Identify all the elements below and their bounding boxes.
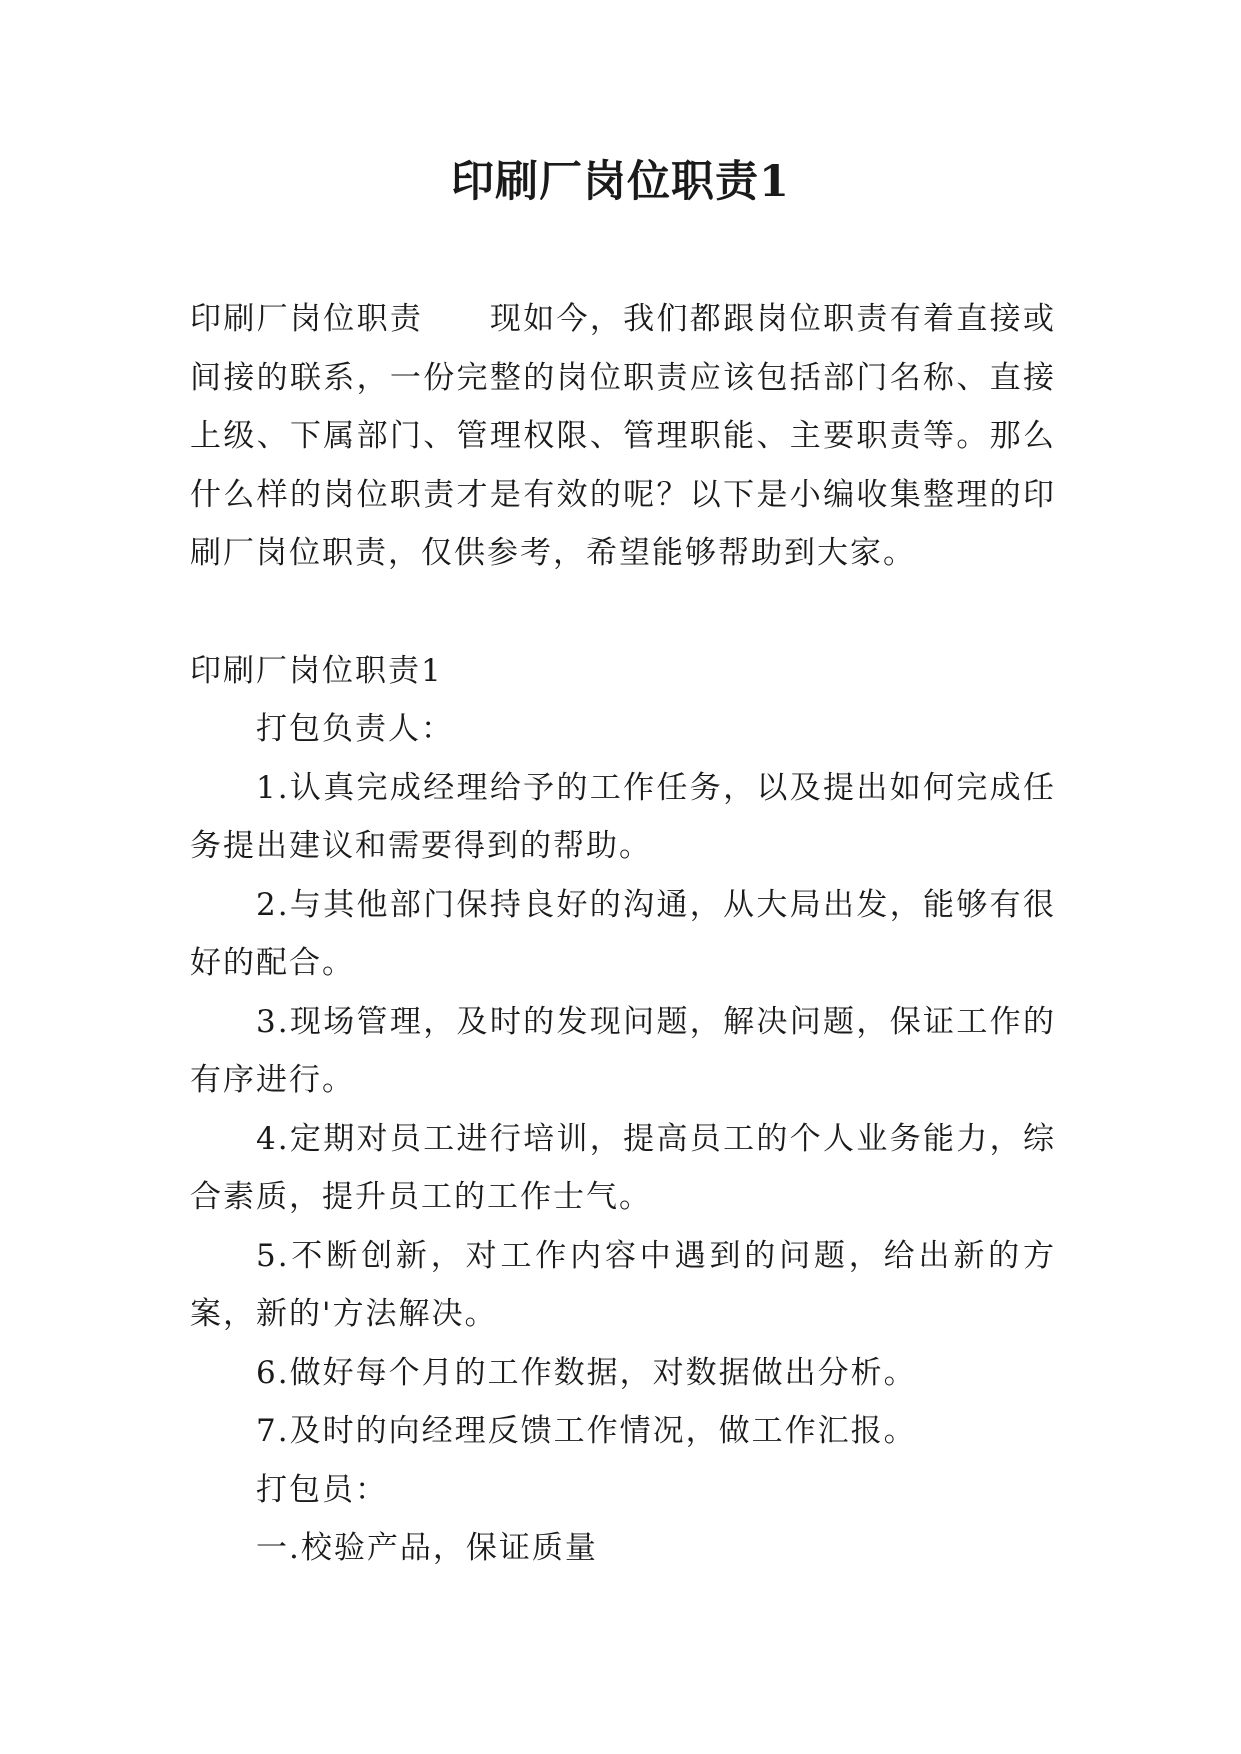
role-heading-packer: 打包员： [256,1471,388,1508]
duty-item: 3.现场管理，及时的发现问题，解决问题，保证工作的有序进行。 [190,1003,1056,1098]
intro-paragraph: 印刷厂岗位职责 现如今，我们都跟岗位职责有着直接或间接的联系，一份完整的岗位职责应该包括部门名称、直接上级、下属部门、管理权限、管理职能、主要职责等。那么什么样的岗位职责才是有效的呢？以下是小编收集整理的印刷厂岗位职责，仅供参考，希望能够帮助到大家。 [190,301,1056,571]
document-body [190,290,1056,1578]
duty-item: 6.做好每个月的工作数据，对数据做出分析。 [256,1354,917,1391]
duty-item: 4.定期对员工进行培训，提高员工的个人业务能力，综合素质，提升员工的工作士气。 [190,1120,1056,1215]
duty-item: 5.不断创新，对工作内容中遇到的问题，给出新的方案，新的'方法解决。 [190,1237,1056,1332]
role-heading-packing-lead: 打包负责人： [256,711,454,747]
paragraph-spacer [190,583,1056,642]
duty-item: 7.及时的向经理反馈工作情况，做工作汇报。 [256,1413,917,1449]
section-heading: 印刷厂岗位职责1 [190,652,443,689]
document-title: 印刷厂岗位职责1 [451,157,790,207]
sub-item: 一.校验产品，保证质量 [256,1530,598,1566]
duty-item: 1.认真完成经理给予的工作任务，以及提出如何完成任务提出建议和需要得到的帮助。 [190,769,1056,864]
duty-item: 2.与其他部门保持良好的沟通，从大局出发，能够有很好的配合。 [190,886,1056,981]
